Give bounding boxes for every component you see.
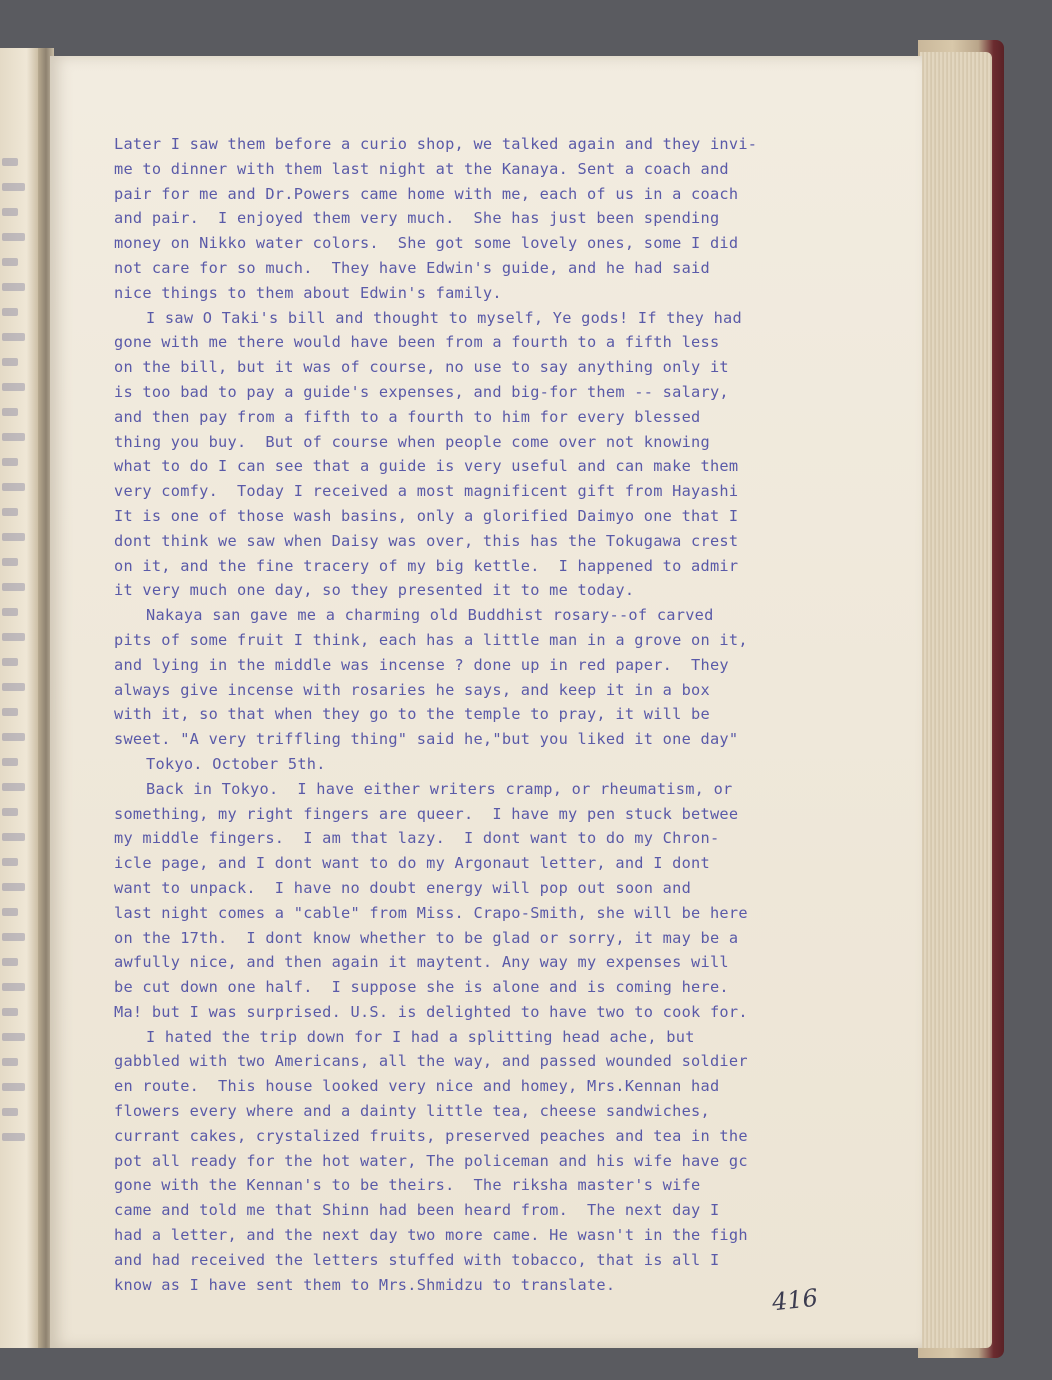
bleed-through-mark (2, 433, 25, 441)
text-line: Later I saw them before a curio shop, we talked again and they invi- (114, 135, 758, 153)
bleed-through-mark (2, 533, 25, 541)
bleed-through-mark (2, 833, 25, 841)
bleed-through-mark (2, 783, 25, 791)
text-line: pot all ready for the hot water, The policeman and his wife have gc (114, 1151, 748, 1170)
text-line: want to unpack. I have no doubt energy will pop out soon and (114, 878, 692, 897)
previous-page-sliver (0, 48, 38, 1348)
text-line: something, my right fingers are queer. I have my pen stuck betwee (114, 804, 739, 823)
text-line: is too bad to pay a guide's expenses, and big-for them -- salary, (114, 382, 729, 401)
text-line: gone with me there would have been from a fourth to a fifth less (114, 333, 720, 352)
bleed-through-mark (2, 458, 18, 466)
text-line: on it, and the fine tracery of my big kettle. I happened to admir (114, 556, 739, 575)
text-line: Tokyo. October 5th. (146, 754, 326, 773)
bleed-through-mark (2, 858, 18, 866)
text-line: sweet. "A very triffling thing" said he,"but you liked it one day" (114, 730, 739, 749)
bleed-through-mark (2, 983, 25, 991)
text-line: I hated the trip down for I had a splitting head ache, but (146, 1027, 695, 1046)
bleed-through-mark (2, 683, 25, 691)
bleed-through-mark (2, 583, 25, 591)
text-line: on the bill, but it was of course, no use to say anything only it (114, 358, 729, 377)
text-line: and pair. I enjoyed them very much. She has just been spending (114, 209, 720, 228)
text-line: know as I have sent them to Mrs.Shmidzu to translate. (114, 1275, 616, 1294)
text-line: came and told me that Shinn had been heard from. The next day I (114, 1201, 720, 1220)
page-body (114, 132, 914, 1297)
text-line: me to dinner with them last night at the Kanaya. Sent a coach and (114, 159, 729, 178)
bleed-through-mark (2, 883, 25, 891)
bleed-through-mark (2, 333, 25, 341)
text-line: it very much one day, so they presented it to me today. (114, 581, 635, 600)
page-block-edges (920, 52, 992, 1348)
bleed-through-mark (2, 483, 25, 491)
bleed-through-mark (2, 1033, 25, 1041)
text-line: Nakaya san gave me a charming old Buddhist rosary--of carved (146, 606, 714, 625)
text-line: very comfy. Today I received a most magnificent gift from Hayashi (114, 482, 739, 501)
bleed-through-mark (2, 308, 18, 316)
bleed-through-mark (2, 608, 18, 616)
text-line: with it, so that when they go to the temple to pray, it will be (114, 705, 710, 724)
bleed-through-mark (2, 733, 25, 741)
text-line: Back in Tokyo. I have either writers cramp, or rheumatism, or (146, 779, 733, 798)
typewritten-page (50, 56, 922, 1348)
bleed-through-mark (2, 358, 18, 366)
text-line: flowers every where and a dainty little tea, cheese sandwiches, (114, 1102, 710, 1121)
text-line: thing you buy. But of course when people come over not knowing (114, 432, 710, 451)
bleed-through-mark (2, 1058, 18, 1066)
text-line: Ma! but I was surprised. U.S. is delighted to have two to cook for. (114, 1002, 748, 1021)
text-line: It is one of those wash basins, only a glorified Daimyo one that I (114, 506, 739, 525)
bleed-through-mark (2, 1133, 25, 1141)
bleed-through-mark (2, 1108, 18, 1116)
bleed-through-mark (2, 1083, 25, 1091)
text-line: money on Nikko water colors. She got some lovely ones, some I did (114, 234, 739, 253)
text-line: dont think we saw when Daisy was over, this has the Tokugawa crest (114, 531, 739, 550)
handwritten-page-number: 416 (770, 1283, 820, 1317)
bleed-through-mark (2, 383, 25, 391)
bleed-through-mark (2, 658, 18, 666)
bleed-through-mark (2, 933, 25, 941)
bleed-through-mark (2, 408, 18, 416)
text-line: always give incense with rosaries he says, and keep it in a box (114, 680, 710, 699)
bleed-through-mark (2, 258, 18, 266)
text-line: en route. This house looked very nice and homey, Mrs.Kennan had (114, 1077, 720, 1096)
bleed-through-mark (2, 958, 18, 966)
text-line: pair for me and Dr.Powers came home with me, each of us in a coach (114, 184, 739, 203)
text-line: last night comes a "cable" from Miss. Crapo-Smith, she will be here (114, 903, 748, 922)
bleed-through-mark (2, 183, 25, 191)
bleed-through-mark (2, 208, 18, 216)
bleed-through-mark (2, 808, 18, 816)
bleed-through-mark (2, 633, 25, 641)
text-line: my middle fingers. I am that lazy. I dont want to do my Chron- (114, 829, 720, 848)
text-line: pits of some fruit I think, each has a little man in a grove on it, (114, 630, 748, 649)
bleed-through-mark (2, 758, 18, 766)
bleed-through-mark (2, 708, 18, 716)
bleed-through-mark (2, 558, 18, 566)
text-line: icle page, and I dont want to do my Argonaut letter, and I dont (114, 854, 710, 873)
bleed-through-mark (2, 1008, 18, 1016)
text-line: gone with the Kennan's to be theirs. The riksha master's wife (114, 1176, 701, 1195)
text-line: nice things to them about Edwin's family. (114, 283, 502, 302)
bleed-through-mark (2, 158, 18, 166)
text-line: and lying in the middle was incense ? done up in red paper. They (114, 655, 729, 674)
text-line: be cut down one half. I suppose she is alone and is coming here. (114, 978, 729, 997)
text-line: gabbled with two Americans, all the way, and passed wounded soldier (114, 1052, 748, 1071)
bleed-through-mark (2, 908, 18, 916)
text-line: awfully nice, and then again it maytent. Any way my expenses will (114, 953, 729, 972)
bleed-through-mark (2, 283, 25, 291)
text-line: on the 17th. I dont know whether to be glad or sorry, it may be a (114, 928, 739, 947)
text-line: not care for so much. They have Edwin's guide, and he had said (114, 258, 710, 277)
text-line: I saw O Taki's bill and thought to myself, Ye gods! If they had (146, 308, 742, 327)
text-line: what to do I can see that a guide is very useful and can make them (114, 457, 739, 476)
bleed-through-mark (2, 508, 18, 516)
text-line: and then pay from a fifth to a fourth to him for every blessed (114, 407, 701, 426)
text-line: currant cakes, crystalized fruits, preserved peaches and tea in the (114, 1126, 748, 1145)
text-line: had a letter, and the next day two more came. He wasn't in the figh (114, 1226, 748, 1245)
bleed-through-mark (2, 233, 25, 241)
text-line: and had received the letters stuffed with tobacco, that is all I (114, 1250, 720, 1269)
